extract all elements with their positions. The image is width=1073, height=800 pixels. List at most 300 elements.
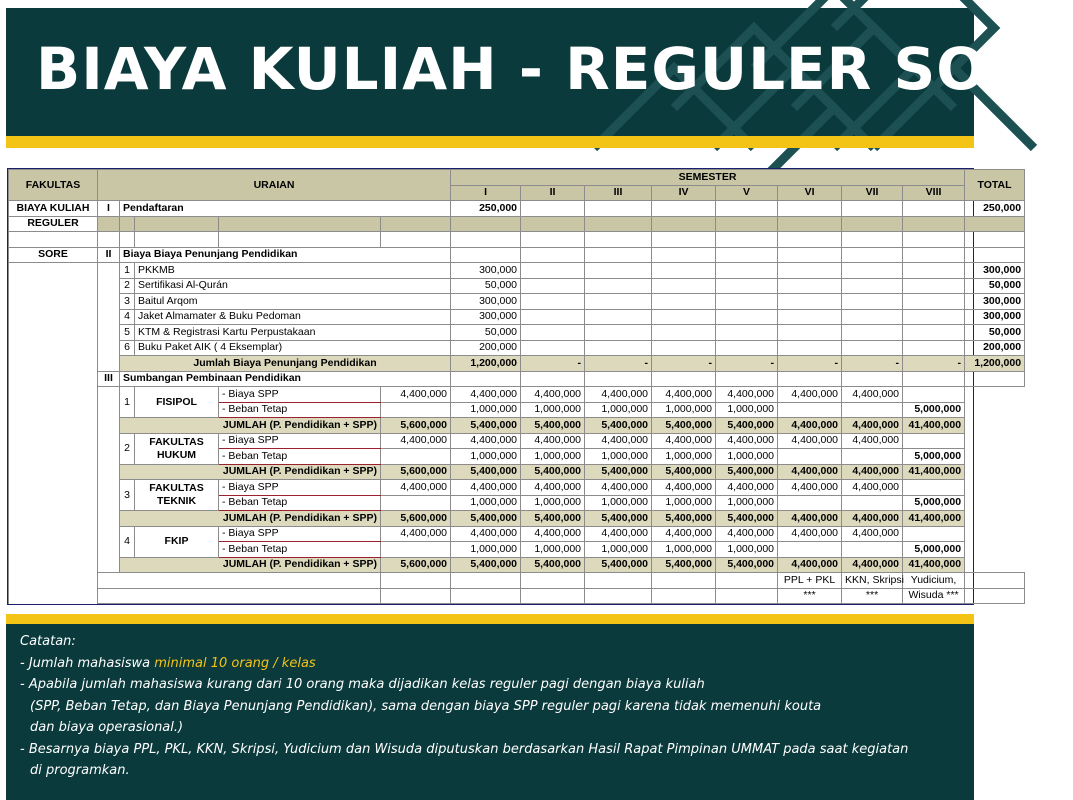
note-line-5: - Besarnya biaya PPL, PKL, KKN, Skripsi, Yudicium dan Wisuda diputuskan berdasarkan Hasil Rapat Pimpinan UMMAT pada saat kegiatan xyxy=(20,741,909,757)
spp-value: 4,400,000 xyxy=(842,480,903,496)
table-cell xyxy=(521,588,585,604)
table-cell xyxy=(903,216,965,232)
table-cell xyxy=(9,542,98,558)
jumlah-value: 5,400,000 xyxy=(451,557,521,573)
faculty-number: 4 xyxy=(120,526,135,557)
header-semester: SEMESTER xyxy=(451,170,965,186)
sum-value: - xyxy=(778,356,842,372)
item-number: 6 xyxy=(120,340,135,356)
spp-value: 4,400,000 xyxy=(842,526,903,542)
sum-label: Jumlah Biaya Penunjang Pendidikan xyxy=(120,356,451,372)
header-banner xyxy=(6,8,1073,136)
total-cell: 50,000 xyxy=(965,325,1025,341)
tetap-total: 5,000,000 xyxy=(903,495,965,511)
table-row xyxy=(9,588,1025,604)
table-cell xyxy=(965,216,1025,232)
table-cell xyxy=(842,232,903,248)
faculty-number: 1 xyxy=(120,387,135,418)
sum-value: - xyxy=(842,356,903,372)
table-cell xyxy=(652,371,716,387)
jumlah-value: 5,600,000 xyxy=(381,557,451,573)
tetap-value: 1,000,000 xyxy=(451,449,521,465)
table-cell xyxy=(98,340,120,356)
footer-note: *** xyxy=(778,588,842,604)
table-cell xyxy=(842,278,903,294)
tetap-value: 1,000,000 xyxy=(716,402,778,418)
table-cell xyxy=(9,526,98,542)
spp-value: 4,400,000 xyxy=(381,433,451,449)
jumlah-value: 5,400,000 xyxy=(716,557,778,573)
table-cell xyxy=(98,573,381,589)
sum-value: - xyxy=(585,356,652,372)
faculty-name-line: HUKUM xyxy=(156,448,197,461)
table-cell xyxy=(778,247,842,263)
table-cell xyxy=(585,325,652,341)
spp-value: 4,400,000 xyxy=(842,433,903,449)
table-cell xyxy=(219,216,381,232)
tetap-value: 1,000,000 xyxy=(521,449,585,465)
tetap-value xyxy=(381,449,451,465)
jumlah-label: JUMLAH (P. Pendidikan + SPP) xyxy=(120,418,381,434)
table-cell xyxy=(778,309,842,325)
table-row xyxy=(9,263,1025,279)
fee-table xyxy=(7,168,1022,605)
table-cell xyxy=(903,309,965,325)
jumlah-label: JUMLAH (P. Pendidikan + SPP) xyxy=(120,464,381,480)
table-cell xyxy=(135,232,219,248)
section-label: Sumbangan Pembinaan Pendidikan xyxy=(120,371,451,387)
table-cell xyxy=(716,247,778,263)
jumlah-value: 4,400,000 xyxy=(778,464,842,480)
jumlah-value: 5,400,000 xyxy=(585,557,652,573)
spp-value: 4,400,000 xyxy=(585,480,652,496)
table-cell xyxy=(716,263,778,279)
table-cell xyxy=(778,232,842,248)
jumlah-value: 5,400,000 xyxy=(521,418,585,434)
notes-panel xyxy=(6,624,974,800)
spp-value: 4,400,000 xyxy=(585,387,652,403)
table-cell xyxy=(716,201,778,217)
table-cell xyxy=(521,573,585,589)
jumlah-value: 5,400,000 xyxy=(716,511,778,527)
table-cell xyxy=(652,232,716,248)
table-cell xyxy=(98,263,120,279)
spp-value: 4,400,000 xyxy=(652,433,716,449)
table-cell xyxy=(9,356,98,372)
table-cell xyxy=(716,340,778,356)
table-cell xyxy=(9,495,98,511)
table-cell xyxy=(9,371,98,387)
tetap-value xyxy=(778,402,842,418)
table-cell xyxy=(451,232,521,248)
gold-divider-bottom xyxy=(6,614,974,624)
tetap-value xyxy=(842,449,903,465)
faculty-name-line: TEKNIK xyxy=(156,495,197,507)
table-cell xyxy=(652,247,716,263)
spp-value: 4,400,000 xyxy=(778,387,842,403)
table-row xyxy=(9,433,1025,449)
table-cell xyxy=(585,232,652,248)
table-cell xyxy=(778,278,842,294)
spp-value: 4,400,000 xyxy=(778,433,842,449)
table-cell xyxy=(521,340,585,356)
spp-value: 4,400,000 xyxy=(652,480,716,496)
fakultas-label: REGULER xyxy=(9,216,98,232)
spp-value: 4,400,000 xyxy=(451,480,521,496)
table-row xyxy=(9,418,1025,434)
spp-value: 4,400,000 xyxy=(585,433,652,449)
table-cell xyxy=(903,294,965,310)
table-row xyxy=(9,309,1025,325)
jumlah-value: 4,400,000 xyxy=(778,418,842,434)
jumlah-value: 4,400,000 xyxy=(842,418,903,434)
table-cell xyxy=(842,247,903,263)
table-cell xyxy=(652,278,716,294)
value-cell: 300,000 xyxy=(451,263,521,279)
table-row xyxy=(9,170,1025,186)
spp-value: 4,400,000 xyxy=(842,387,903,403)
table-row xyxy=(9,557,1025,573)
table-row xyxy=(9,480,1025,496)
table-cell xyxy=(451,247,521,263)
table-cell xyxy=(652,263,716,279)
table-row xyxy=(9,340,1025,356)
table-cell xyxy=(98,588,381,604)
spp-value: 4,400,000 xyxy=(521,433,585,449)
table-cell xyxy=(98,278,120,294)
table-cell xyxy=(716,309,778,325)
table-cell xyxy=(585,294,652,310)
table-cell xyxy=(652,201,716,217)
spp-value: 4,400,000 xyxy=(716,433,778,449)
jumlah-total: 41,400,000 xyxy=(903,511,965,527)
table-cell xyxy=(381,588,451,604)
section-number: III xyxy=(98,371,120,387)
tetap-value: 1,000,000 xyxy=(451,495,521,511)
table-cell xyxy=(98,387,120,434)
table-cell xyxy=(716,573,778,589)
table-cell xyxy=(9,557,98,573)
footer-note: Yudicium, xyxy=(903,573,965,589)
table-cell xyxy=(585,340,652,356)
tetap-value: 1,000,000 xyxy=(521,402,585,418)
table-cell xyxy=(9,387,98,403)
table-row xyxy=(9,573,1025,589)
jumlah-value: 5,600,000 xyxy=(381,464,451,480)
tetap-value: 1,000,000 xyxy=(585,542,652,558)
header-semester-6: VI xyxy=(778,185,842,201)
table-cell xyxy=(716,216,778,232)
table-cell xyxy=(965,573,1025,589)
table-cell xyxy=(716,325,778,341)
spp-value: 4,400,000 xyxy=(652,387,716,403)
tetap-value: 1,000,000 xyxy=(716,542,778,558)
sum-value: 1,200,000 xyxy=(451,356,521,372)
note-line-2: - Apabila jumlah mahasiswa kurang dari 10 orang maka dijadikan kelas reguler pagi dengan biaya kuliah xyxy=(20,677,705,692)
table-cell xyxy=(521,201,585,217)
table-row xyxy=(9,294,1025,310)
jumlah-label: JUMLAH (P. Pendidikan + SPP) xyxy=(120,511,381,527)
note-highlight: minimal 10 orang / kelas xyxy=(154,655,316,671)
tetap-value: 1,000,000 xyxy=(521,542,585,558)
tetap-value xyxy=(381,402,451,418)
table-cell xyxy=(98,309,120,325)
table-row xyxy=(9,201,1025,217)
footer-note: Wisuda *** xyxy=(903,588,965,604)
table-row xyxy=(9,325,1025,341)
table-cell xyxy=(585,309,652,325)
gold-divider xyxy=(6,136,974,148)
tetap-value: 1,000,000 xyxy=(521,495,585,511)
table-cell xyxy=(652,325,716,341)
jumlah-value: 5,400,000 xyxy=(585,511,652,527)
item-label: PKKMB xyxy=(135,263,451,279)
tetap-total: 5,000,000 xyxy=(903,542,965,558)
header-semester-1: I xyxy=(451,185,521,201)
table-cell xyxy=(521,309,585,325)
table-cell xyxy=(9,294,98,310)
spp-value: 4,400,000 xyxy=(585,526,652,542)
table-row xyxy=(9,232,1025,248)
jumlah-value: 5,400,000 xyxy=(585,464,652,480)
note-line-3: (SPP, Beban Tetap, dan Biaya Penunjang Pendidikan), sama dengan biaya SPP reguler pagi karena tidak memenuhi kouta xyxy=(30,698,822,714)
value-cell: 200,000 xyxy=(451,340,521,356)
table-cell xyxy=(778,340,842,356)
table-row xyxy=(9,356,1025,372)
section-label: Biaya Biaya Penunjang Pendidikan xyxy=(120,247,451,263)
table-cell xyxy=(903,526,965,542)
jumlah-value: 5,400,000 xyxy=(585,418,652,434)
footer-note: *** xyxy=(842,588,903,604)
table-cell xyxy=(652,294,716,310)
header-semester-8: VIII xyxy=(903,185,965,201)
sum-value: - xyxy=(716,356,778,372)
table-cell xyxy=(965,232,1025,248)
table-cell xyxy=(716,232,778,248)
section-number: I xyxy=(98,201,120,217)
value-cell: 300,000 xyxy=(451,309,521,325)
jumlah-value: 4,400,000 xyxy=(842,464,903,480)
table-cell xyxy=(842,325,903,341)
section-number: II xyxy=(98,247,120,263)
tetap-value: 1,000,000 xyxy=(585,495,652,511)
tetap-value: 1,000,000 xyxy=(652,495,716,511)
jumlah-value: 5,400,000 xyxy=(451,418,521,434)
table-cell xyxy=(842,216,903,232)
tetap-value xyxy=(842,402,903,418)
header-semester-5: V xyxy=(716,185,778,201)
header-semester-2: II xyxy=(521,185,585,201)
total-cell: 50,000 xyxy=(965,278,1025,294)
jumlah-total: 41,400,000 xyxy=(903,557,965,573)
jumlah-value: 5,600,000 xyxy=(381,418,451,434)
table-cell xyxy=(135,216,219,232)
note-line-1: - Jumlah mahasiswa minimal 10 orang / kelas xyxy=(20,655,316,671)
table-cell xyxy=(9,573,98,589)
table-cell xyxy=(903,387,965,403)
spp-value: 4,400,000 xyxy=(381,387,451,403)
table-row xyxy=(9,526,1025,542)
table-row xyxy=(9,387,1025,403)
faculty-name-line: FAKULTAS xyxy=(149,435,204,448)
table-cell xyxy=(98,433,120,480)
jumlah-value: 5,400,000 xyxy=(716,418,778,434)
section-label: Pendaftaran xyxy=(120,201,451,217)
table-cell xyxy=(585,247,652,263)
tetap-value: 1,000,000 xyxy=(451,402,521,418)
table-cell xyxy=(842,201,903,217)
jumlah-total: 41,400,000 xyxy=(903,418,965,434)
tetap-value: 1,000,000 xyxy=(716,495,778,511)
table-cell xyxy=(9,232,98,248)
sum-value: - xyxy=(521,356,585,372)
notes-title: Catatan: xyxy=(20,634,76,649)
table-cell xyxy=(585,201,652,217)
table-row xyxy=(9,278,1025,294)
header-fakultas: FAKULTAS xyxy=(9,170,98,201)
table-cell xyxy=(585,263,652,279)
table-cell xyxy=(98,294,120,310)
table-cell xyxy=(521,278,585,294)
spp-value: 4,400,000 xyxy=(652,526,716,542)
total-cell: 200,000 xyxy=(965,340,1025,356)
table-cell xyxy=(585,216,652,232)
tetap-value xyxy=(381,542,451,558)
table-cell xyxy=(381,216,451,232)
table-cell xyxy=(451,588,521,604)
table-cell xyxy=(652,588,716,604)
table-cell xyxy=(842,294,903,310)
faculty-name xyxy=(135,387,219,418)
table-cell xyxy=(903,371,965,387)
jumlah-value: 5,400,000 xyxy=(451,464,521,480)
spp-label: - Biaya SPP xyxy=(219,526,381,542)
table-row xyxy=(9,511,1025,527)
table-cell xyxy=(903,480,965,496)
table-cell xyxy=(842,309,903,325)
table-cell xyxy=(9,263,98,279)
spp-value: 4,400,000 xyxy=(381,480,451,496)
footer-note: PPL + PKL xyxy=(778,573,842,589)
table-row xyxy=(9,371,1025,387)
item-label: Jaket Almamater & Buku Pedoman xyxy=(135,309,451,325)
tetap-value xyxy=(778,495,842,511)
table-cell xyxy=(98,325,120,341)
header-uraian: URAIAN xyxy=(98,170,451,201)
table-cell xyxy=(120,232,135,248)
table-cell xyxy=(9,449,98,465)
value-cell: 50,000 xyxy=(451,325,521,341)
tetap-value xyxy=(778,542,842,558)
table-cell xyxy=(716,294,778,310)
value-cell: 300,000 xyxy=(451,294,521,310)
jumlah-value: 5,400,000 xyxy=(521,464,585,480)
jumlah-value: 4,400,000 xyxy=(842,557,903,573)
tetap-value: 1,000,000 xyxy=(585,402,652,418)
table-cell xyxy=(521,325,585,341)
table-cell xyxy=(778,216,842,232)
sum-value: - xyxy=(652,356,716,372)
spp-value: 4,400,000 xyxy=(716,480,778,496)
table-cell xyxy=(521,371,585,387)
jumlah-value: 5,400,000 xyxy=(652,511,716,527)
faculty-name xyxy=(135,480,219,511)
table-cell xyxy=(9,433,98,449)
spp-label: - Biaya SPP xyxy=(219,387,381,403)
item-label: Buku Paket AIK ( 4 Eksemplar) xyxy=(135,340,451,356)
table-cell xyxy=(219,232,381,248)
value-cell: 250,000 xyxy=(451,201,521,217)
table-cell xyxy=(9,588,98,604)
table-cell xyxy=(903,201,965,217)
spp-value: 4,400,000 xyxy=(451,433,521,449)
table-cell xyxy=(381,573,451,589)
table-cell xyxy=(381,232,451,248)
tetap-label: - Beban Tetap xyxy=(219,402,381,418)
tetap-label: - Beban Tetap xyxy=(219,449,381,465)
table-cell xyxy=(98,232,120,248)
faculty-number: 2 xyxy=(120,433,135,464)
table-cell xyxy=(716,588,778,604)
table-cell xyxy=(903,263,965,279)
table-cell xyxy=(521,294,585,310)
table-cell xyxy=(778,263,842,279)
tetap-value xyxy=(381,495,451,511)
header-total: TOTAL xyxy=(965,170,1025,201)
table-cell xyxy=(9,340,98,356)
item-number: 1 xyxy=(120,263,135,279)
jumlah-value: 5,400,000 xyxy=(652,464,716,480)
table-cell xyxy=(9,278,98,294)
table-cell xyxy=(778,294,842,310)
tetap-label: - Beban Tetap xyxy=(219,542,381,558)
jumlah-value: 4,400,000 xyxy=(842,511,903,527)
header-semester-7: VII xyxy=(842,185,903,201)
table-cell xyxy=(585,573,652,589)
jumlah-value: 5,400,000 xyxy=(451,511,521,527)
fakultas-label: SORE xyxy=(9,247,98,263)
header-semester-3: III xyxy=(585,185,652,201)
tetap-value: 1,000,000 xyxy=(652,402,716,418)
faculty-name xyxy=(135,526,219,557)
table-cell xyxy=(778,201,842,217)
item-label: Baitul Arqom xyxy=(135,294,451,310)
total-cell: 250,000 xyxy=(965,201,1025,217)
tetap-total: 5,000,000 xyxy=(903,449,965,465)
table-cell xyxy=(903,433,965,449)
spp-value: 4,400,000 xyxy=(521,480,585,496)
table-cell xyxy=(585,278,652,294)
table-cell xyxy=(652,573,716,589)
spp-value: 4,400,000 xyxy=(716,526,778,542)
faculty-name-line: FISIPOL xyxy=(156,395,197,408)
faculty-number: 3 xyxy=(120,480,135,511)
table-cell xyxy=(9,511,98,527)
item-number: 5 xyxy=(120,325,135,341)
item-label: Sertifikasi Al-Qurán xyxy=(135,278,451,294)
table-cell xyxy=(98,526,120,573)
table-cell xyxy=(9,309,98,325)
table-cell xyxy=(652,309,716,325)
table-row xyxy=(9,247,1025,263)
table-cell xyxy=(521,232,585,248)
faculty-name xyxy=(135,433,219,464)
jumlah-value: 5,400,000 xyxy=(652,557,716,573)
table-cell xyxy=(98,480,120,527)
table-cell xyxy=(451,216,521,232)
spp-value: 4,400,000 xyxy=(521,526,585,542)
tetap-total: 5,000,000 xyxy=(903,402,965,418)
